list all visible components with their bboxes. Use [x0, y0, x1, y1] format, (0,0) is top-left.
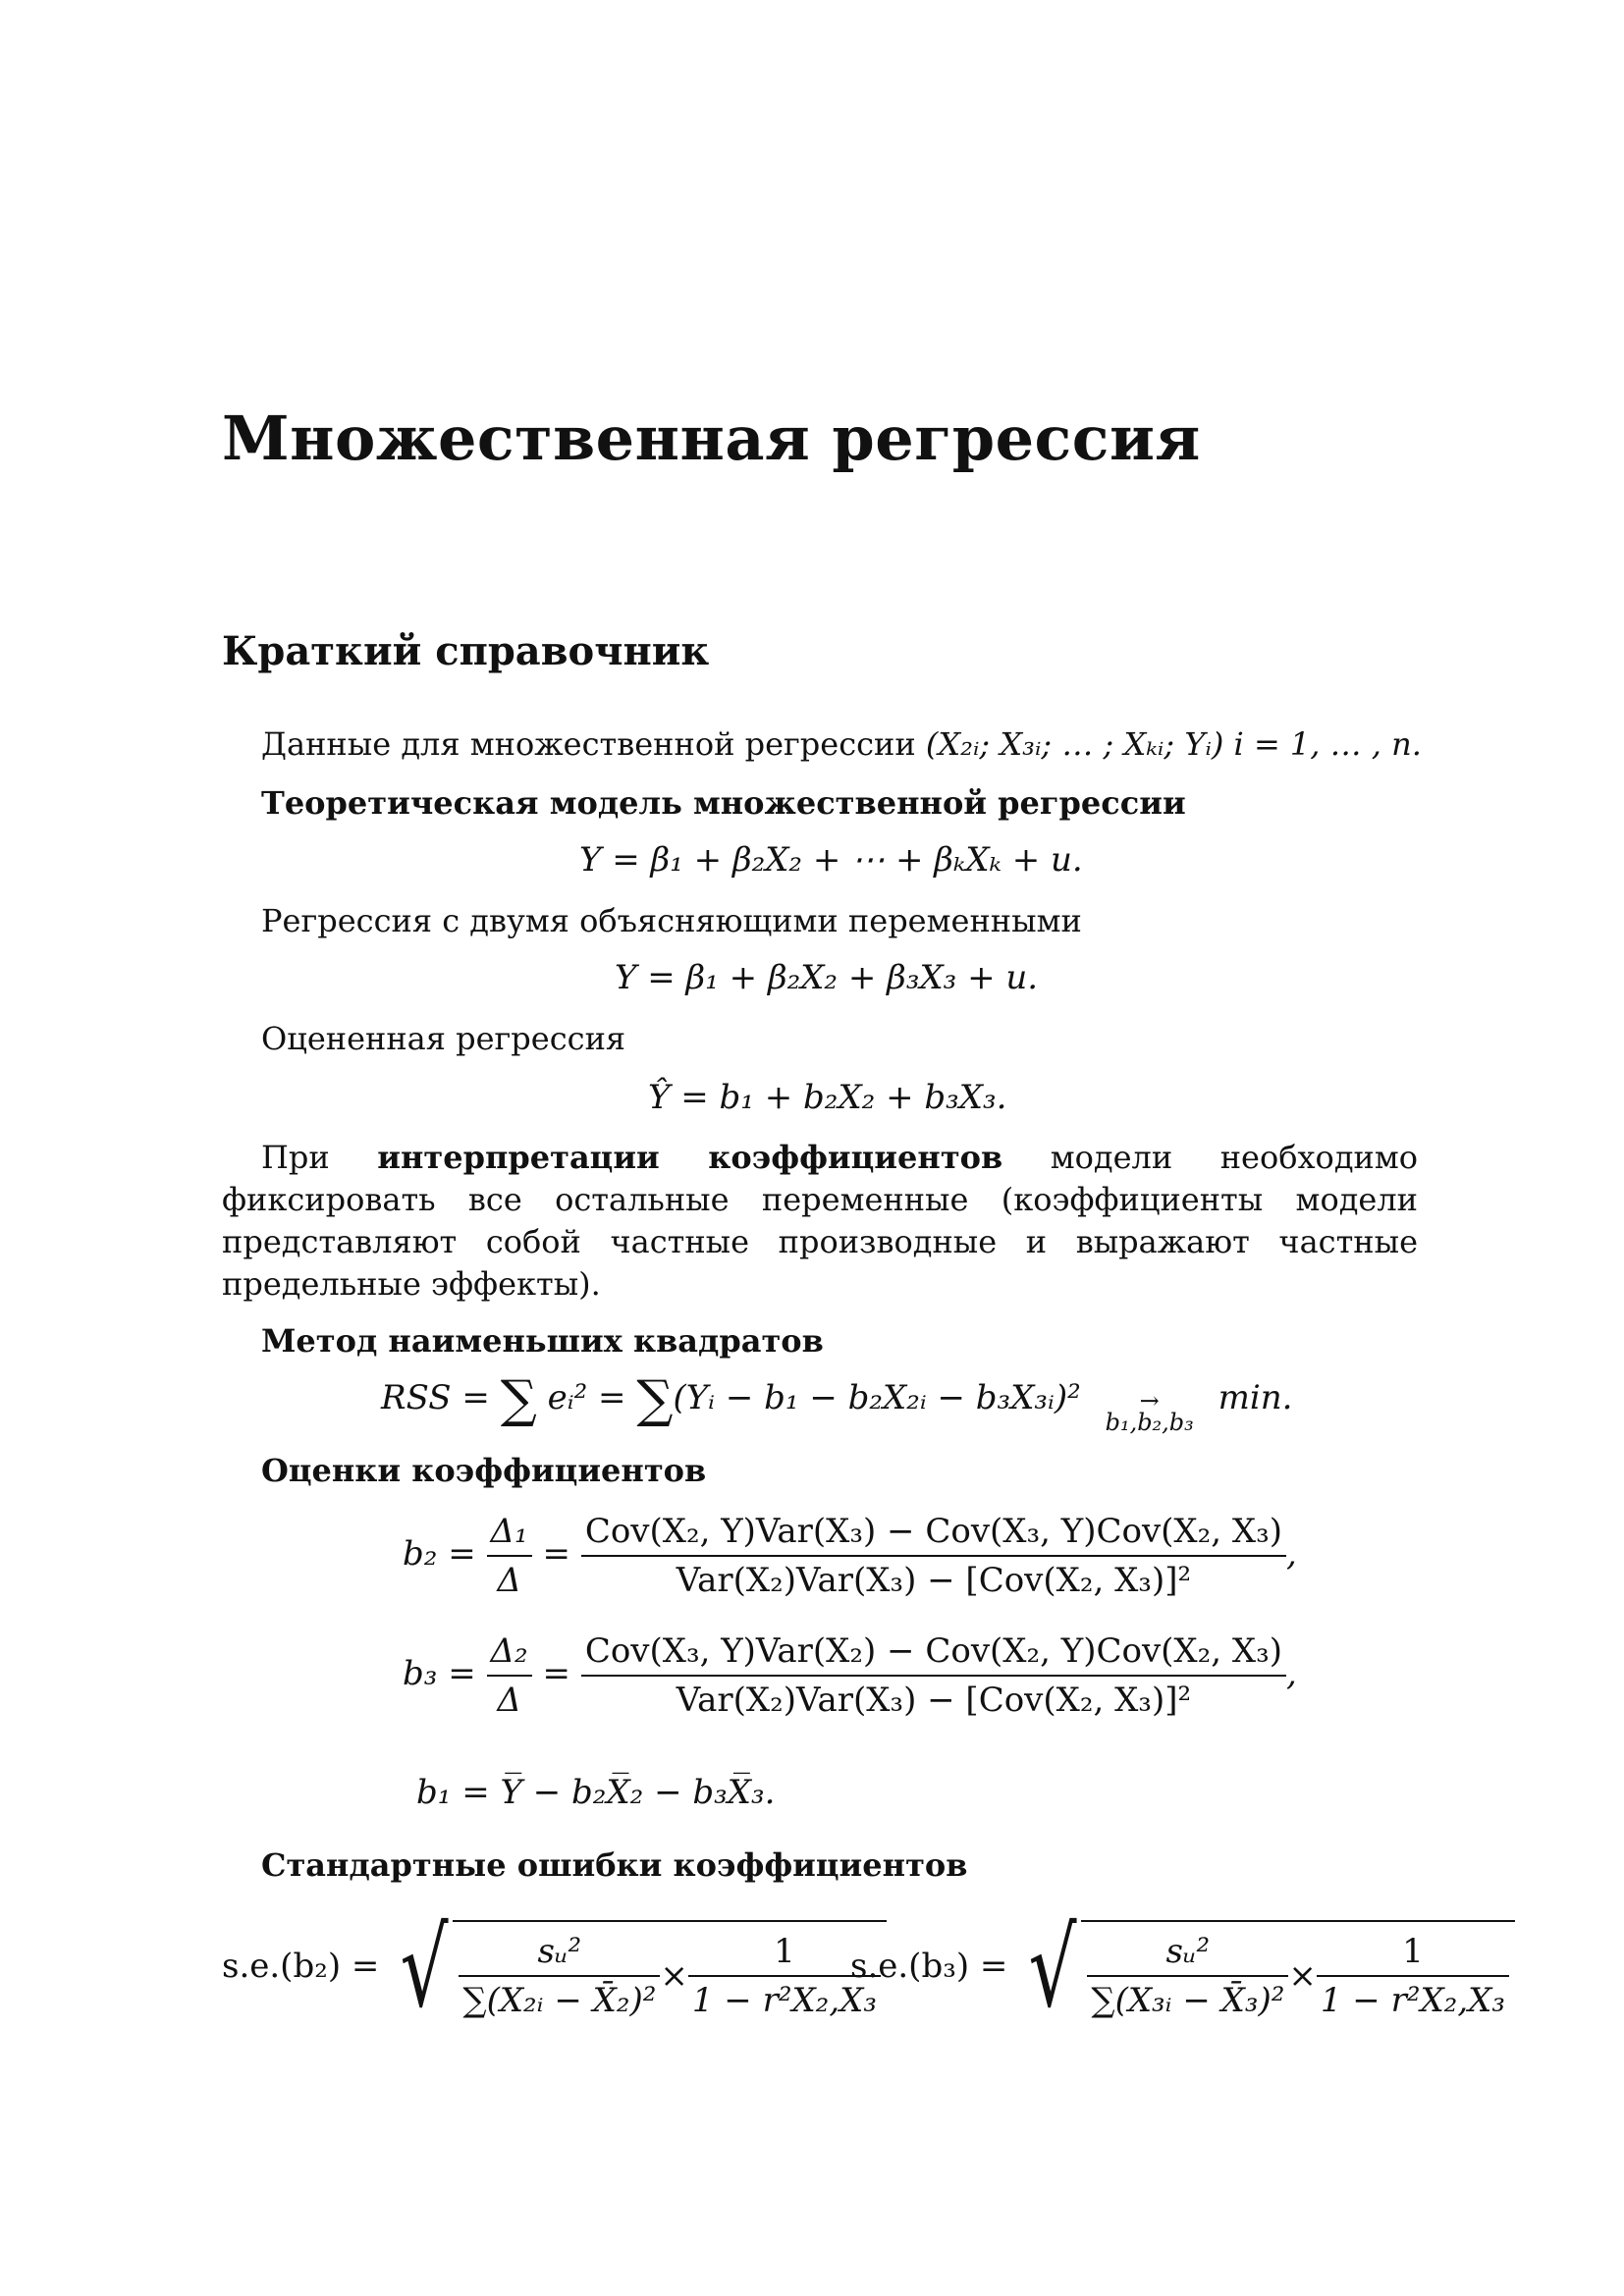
- sum-symbol-2: ∑: [636, 1370, 674, 1429]
- radical-icon-2: √: [1028, 1905, 1077, 2031]
- se2-den2: 1 − r²X₂,X₃: [691, 1981, 877, 2020]
- radical-icon: √: [400, 1905, 449, 2031]
- ols-sub: b₁,b₂,b₃: [1105, 1409, 1194, 1436]
- b2-equals: =: [542, 1534, 570, 1574]
- sum-symbol: ∑: [500, 1370, 537, 1429]
- se2-sqrt: [390, 1905, 887, 2031]
- b3-num: Cov(X₃, Y)Var(X₂) − Cov(X₂, Y)Cov(X₂, X₃): [581, 1631, 1286, 1677]
- se2-den: ∑(X₂ᵢ − X̄₂)²: [462, 1981, 657, 2020]
- se3-num2: 1: [1317, 1932, 1509, 1977]
- estimated-equation: Ŷ = b₁ + b₂X₂ + b₃X₃.: [648, 1078, 1007, 1117]
- b2-main-frac: [581, 1512, 1286, 1600]
- ols-right: (Yᵢ − b₁ − b₂X₂ᵢ − b₃X₃ᵢ)²: [673, 1378, 1081, 1417]
- b2-lhs: b₂ =: [403, 1534, 487, 1574]
- b2-delta-den: Δ: [497, 1561, 521, 1600]
- se2-frac1: [459, 1932, 660, 2020]
- ols-heading: Метод наименьших квадратов: [261, 1322, 824, 1360]
- se2-num: sᵤ²: [459, 1932, 660, 1977]
- interpretation-paragraph: [222, 1137, 1418, 1306]
- theory-equation: Y = β₁ + β₂X₂ + ⋯ + βₖXₖ + u.: [579, 840, 1083, 880]
- se3-frac1: [1087, 1932, 1288, 2020]
- section-heading: Краткий справочник: [222, 628, 710, 674]
- se3-den: ∑(X₃ᵢ − X̄₃)²: [1091, 1981, 1285, 2020]
- se3-times: ×: [1288, 1956, 1317, 1996]
- two-vars-equation: Y = β₁ + β₂X₂ + β₃X₃ + u.: [615, 958, 1039, 997]
- two-vars-text: Регрессия с двумя объясняющими переменными: [261, 902, 1082, 939]
- data-text: Данные для множественной регрессии: [261, 725, 916, 763]
- coef-heading: Оценки коэффициентов: [261, 1452, 707, 1489]
- se-heading: Стандартные ошибки коэффициентов: [261, 1846, 968, 1884]
- b3-equals: =: [542, 1654, 570, 1693]
- interp-post: модели необходимо фиксировать все остальные переменные (коэффициенты модели представляют собой частные производные и выражают частные предельные эффекты).: [222, 1139, 1418, 1303]
- b3-formula: [403, 1631, 1297, 1720]
- ols-arrow-group: [1105, 1387, 1194, 1436]
- ols-left: RSS =: [381, 1378, 501, 1417]
- ols-mid: eᵢ² =: [547, 1378, 637, 1417]
- b3-delta-frac: [487, 1631, 532, 1720]
- b2-den: Var(X₂)Var(X₃) − [Cov(X₂, X₃)]²: [676, 1561, 1192, 1600]
- ols-min: min.: [1218, 1378, 1293, 1417]
- page-title: Множественная регрессия: [222, 402, 1201, 474]
- b2-delta-num: Δ₁: [487, 1512, 532, 1557]
- estimated-text: Оцененная регрессия: [261, 1020, 626, 1057]
- se3-num: sᵤ²: [1087, 1932, 1288, 1977]
- se-b2-formula: [222, 1905, 887, 2031]
- se2-lhs: s.e.(b₂) =: [222, 1947, 391, 1986]
- b3-delta-den: Δ: [497, 1681, 521, 1720]
- b2-formula: [403, 1512, 1297, 1600]
- se2-num2: 1: [688, 1932, 881, 1977]
- theory-heading: Теоретическая модель множественной регрессии: [261, 784, 1186, 822]
- data-math: (X₂ᵢ; X₃ᵢ; … ; Xₖᵢ; Yᵢ) i = 1, … , n.: [925, 725, 1422, 763]
- interp-bold: интерпретации коэффициентов: [377, 1139, 1003, 1176]
- se3-lhs: s.e.(b₃) =: [850, 1947, 1019, 1986]
- b3-delta-num: Δ₂: [487, 1631, 532, 1677]
- se3-sqrt: [1018, 1905, 1515, 2031]
- ols-equation: [381, 1370, 1292, 1434]
- b2-num: Cov(X₂, Y)Var(X₃) − Cov(X₃, Y)Cov(X₂, X₃): [581, 1512, 1286, 1557]
- b2-comma: ,: [1285, 1534, 1297, 1574]
- b1-equation: b₁ = Y̅ − b₂X̅₂ − b₃X̅₃.: [416, 1773, 776, 1812]
- b3-den: Var(X₂)Var(X₃) − [Cov(X₂, X₃)]²: [676, 1681, 1192, 1720]
- se3-den2: 1 − r²X₂,X₃: [1320, 1981, 1505, 2020]
- b3-comma: ,: [1285, 1654, 1297, 1693]
- se2-radicand: [453, 1920, 887, 2022]
- data-paragraph: [261, 724, 1422, 764]
- se3-frac2: [1317, 1932, 1509, 2020]
- interp-pre: При: [261, 1139, 330, 1176]
- b3-main-frac: [581, 1631, 1286, 1720]
- b3-lhs: b₃ =: [403, 1654, 487, 1693]
- ols-arrow: →: [1139, 1387, 1160, 1415]
- b2-delta-frac: [487, 1512, 532, 1600]
- se2-times: ×: [660, 1956, 688, 1996]
- se3-radicand: [1081, 1920, 1515, 2022]
- se-b3-formula: [850, 1905, 1515, 2031]
